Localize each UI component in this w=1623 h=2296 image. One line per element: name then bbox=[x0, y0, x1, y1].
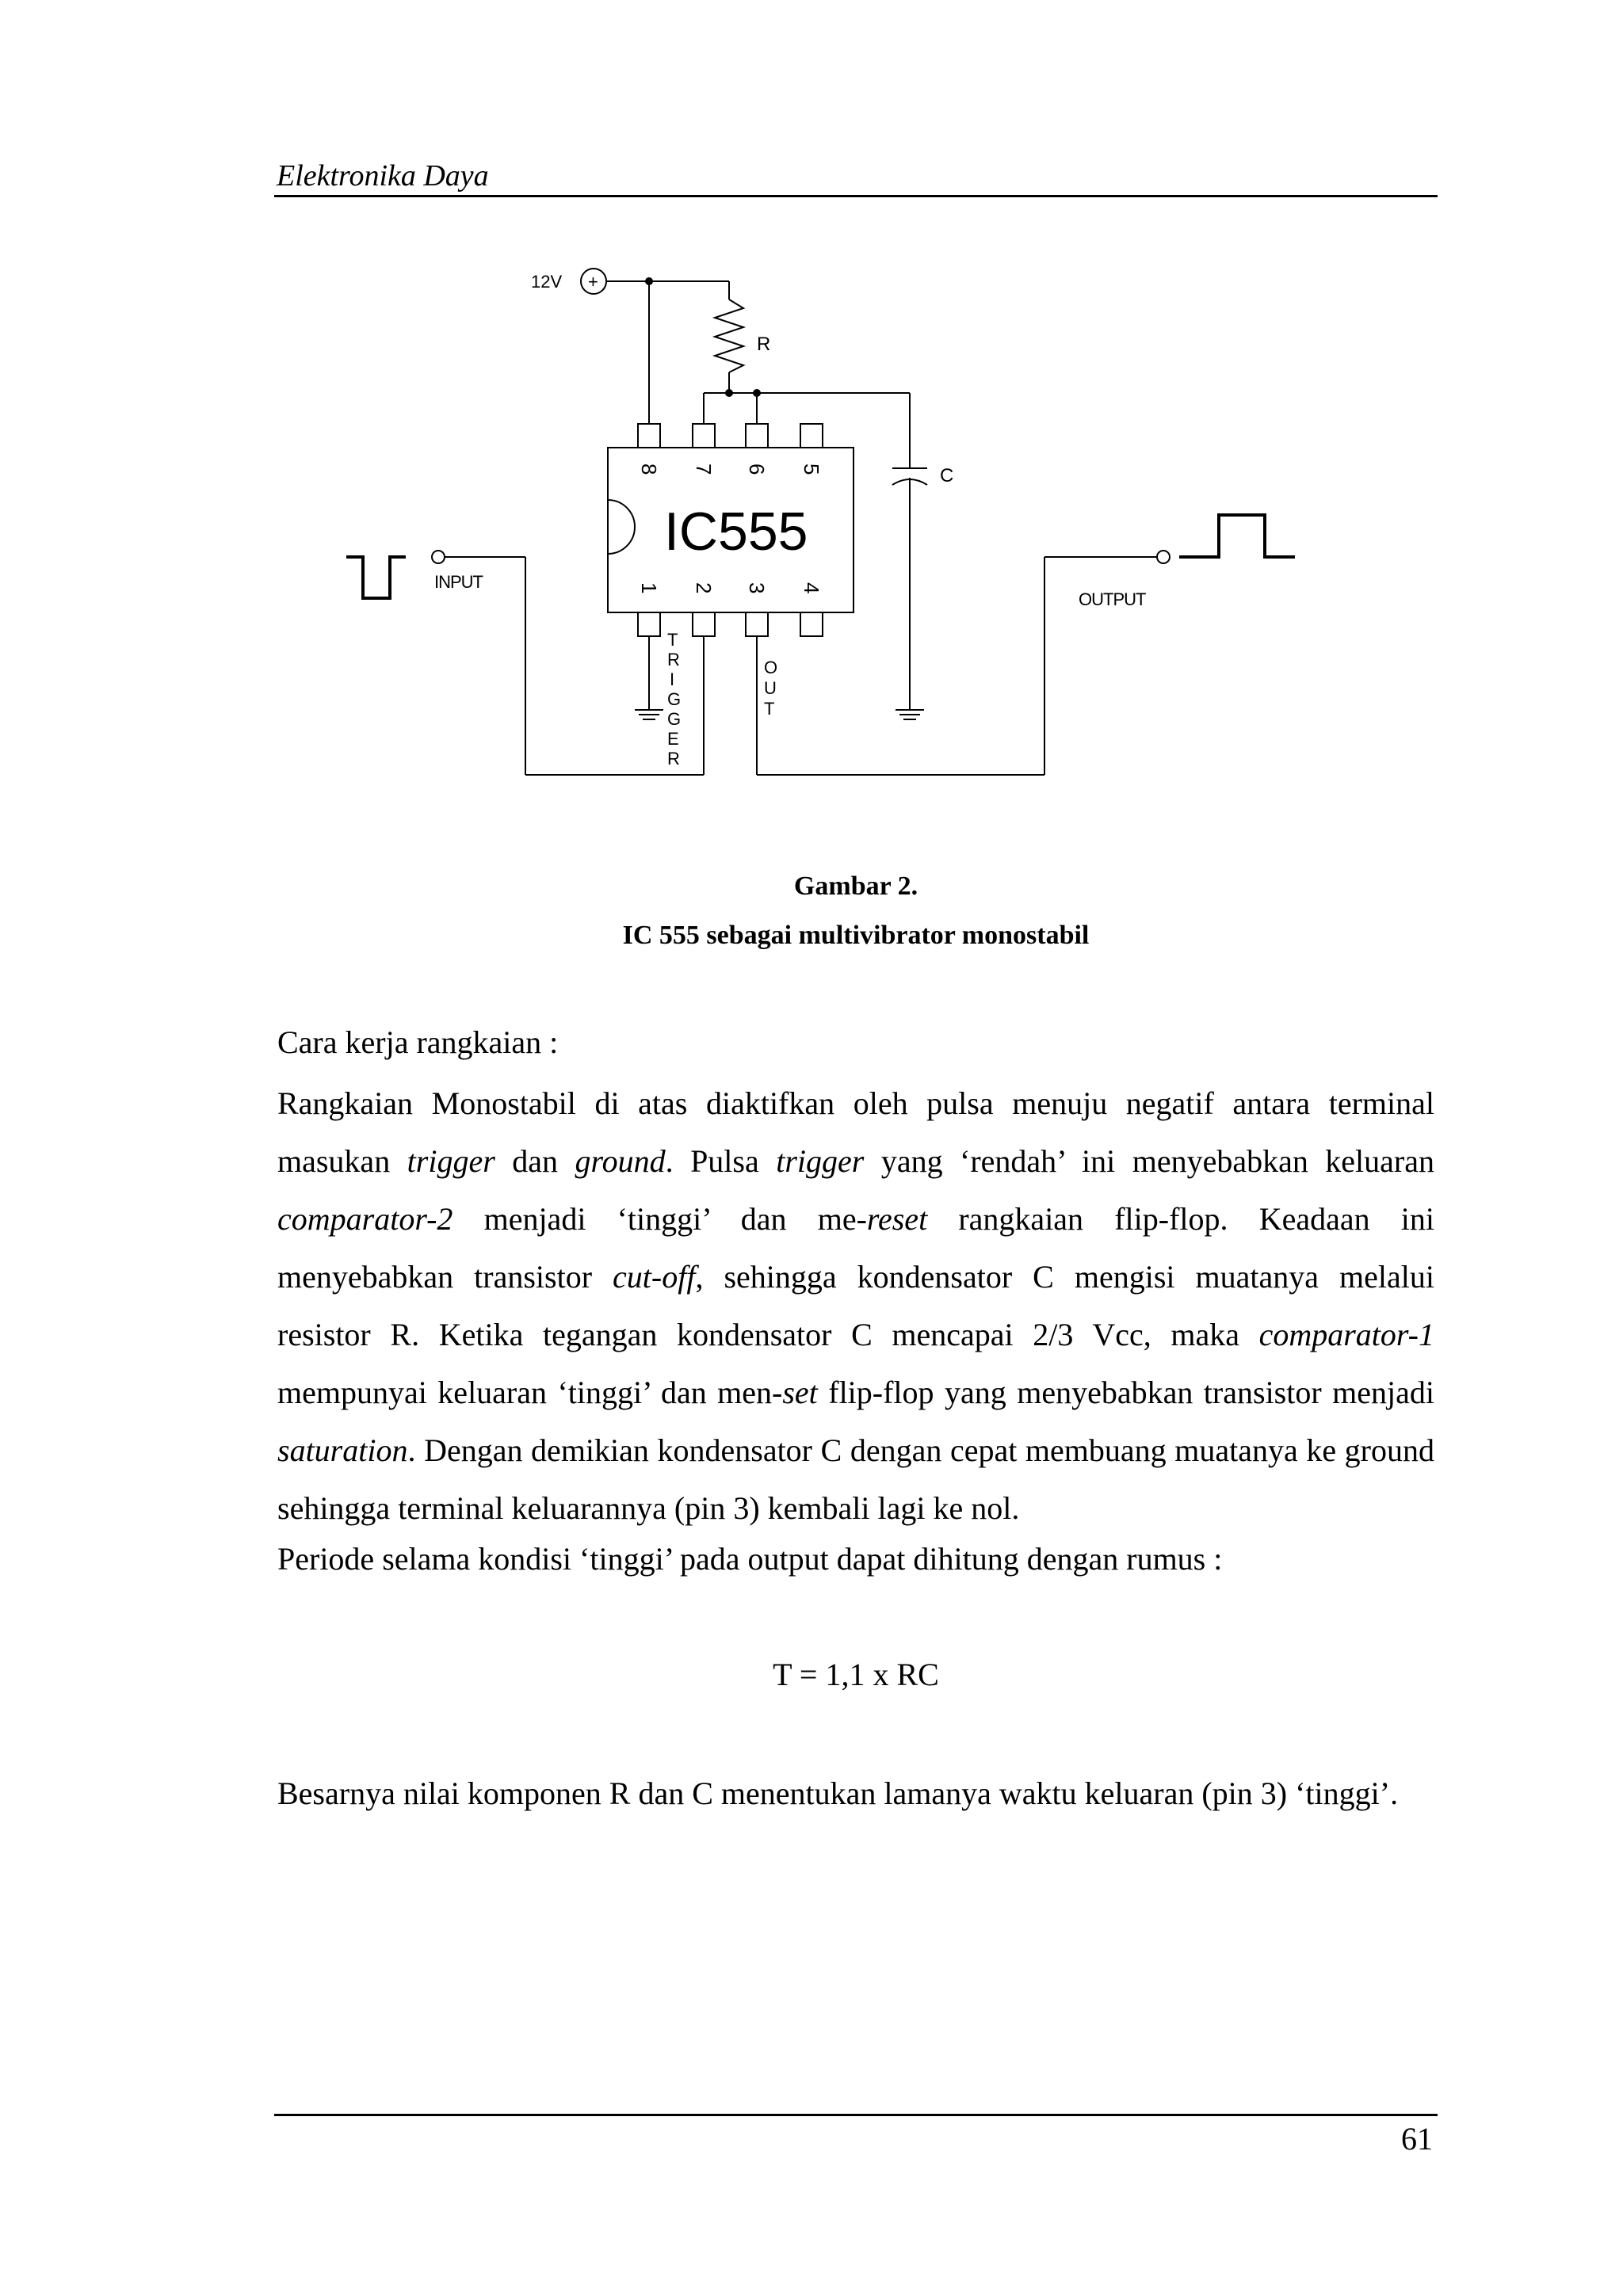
paragraph-explanation bbox=[277, 1074, 1434, 1537]
text-line: masukan trigger dan ground. Pulsa trigger yang ‘rendah’ ini menyebabkan keluaran bbox=[277, 1143, 1434, 1179]
page-number: 61 bbox=[1401, 2121, 1433, 2157]
trigger-letter: G bbox=[667, 689, 682, 709]
pin-number-3: 3 bbox=[745, 582, 769, 594]
paragraph-components: Besarnya nilai komponen R dan C menentukan lamanya waktu keluaran (pin 3) ‘tinggi’. bbox=[277, 1775, 1399, 1811]
pin-1 bbox=[638, 612, 660, 636]
section-heading: Cara kerja rangkaian : bbox=[277, 1024, 559, 1060]
input-pulse-waveform bbox=[346, 557, 406, 598]
pin-number-8: 8 bbox=[637, 463, 661, 475]
output-terminal bbox=[1157, 551, 1170, 563]
input-label: INPUT bbox=[434, 572, 483, 592]
figure-caption-title: Gambar 2. bbox=[793, 871, 918, 901]
pin-number-7: 7 bbox=[692, 463, 716, 475]
capacitor-label: C bbox=[940, 465, 954, 486]
ic555-circuit-diagram bbox=[0, 0, 1623, 840]
footer-rule bbox=[274, 2114, 1438, 2116]
text-line: mempunyai keluaran ‘tinggi’ dan men-set flip-flop yang menyebabkan transistor menjadi bbox=[277, 1375, 1434, 1410]
trigger-letter: R bbox=[667, 749, 680, 769]
supply-label: 12V bbox=[531, 272, 563, 292]
pin-4 bbox=[800, 612, 823, 636]
pin-number-6: 6 bbox=[745, 463, 769, 475]
pin-3 bbox=[746, 612, 768, 636]
junction-dot bbox=[726, 390, 732, 396]
out-letter: U bbox=[764, 678, 777, 698]
running-header: Elektronika Daya bbox=[277, 159, 489, 193]
paragraph-period: Periode selama kondisi ‘tinggi’ pada output dapat dihitung dengan rumus : bbox=[277, 1541, 1223, 1577]
input-terminal bbox=[432, 551, 445, 563]
trigger-letter: G bbox=[667, 709, 682, 729]
trigger-letter: E bbox=[667, 729, 679, 749]
figure-caption-text: IC 555 sebagai multivibrator monostabil bbox=[622, 921, 1090, 950]
trigger-letter: R bbox=[667, 650, 680, 669]
resistor-label: R bbox=[757, 334, 771, 355]
formula: T = 1,1 x RC bbox=[773, 1657, 939, 1692]
output-pulse-waveform bbox=[1179, 515, 1295, 557]
text-line: saturation. Dengan demikian kondensator C dengan cepat membuang muatanya ke ground bbox=[277, 1432, 1434, 1468]
trigger-letter: T bbox=[667, 630, 678, 650]
pin-number-1: 1 bbox=[637, 582, 661, 594]
ic-label: IC555 bbox=[664, 502, 808, 562]
text-line: comparator-2 menjadi ‘tinggi’ dan me-reset rangkaian flip-flop. Keadaan ini bbox=[277, 1201, 1434, 1237]
pin-6 bbox=[746, 424, 768, 448]
pin-number-2: 2 bbox=[692, 582, 716, 594]
text-line: menyebabkan transistor cut-off, sehingga kondensator C mengisi muatanya melalui bbox=[277, 1259, 1435, 1295]
text-line: resistor R. Ketika tegangan kondensator C mencapai 2/3 Vcc, maka comparator-1 bbox=[277, 1317, 1434, 1352]
out-letter: T bbox=[764, 699, 775, 719]
resistor-symbol bbox=[715, 299, 743, 372]
pin-7 bbox=[693, 424, 715, 448]
pin-2 bbox=[693, 612, 715, 636]
pin-8 bbox=[638, 424, 660, 448]
text-line: Rangkaian Monostabil di atas diaktifkan oleh pulsa menuju negatif antara terminal bbox=[277, 1085, 1434, 1121]
supply-plus-symbol: + bbox=[588, 272, 598, 292]
pin-number-5: 5 bbox=[800, 463, 823, 475]
trigger-letter: I bbox=[670, 669, 675, 689]
pin-5 bbox=[800, 424, 823, 448]
pin-number-4: 4 bbox=[800, 582, 823, 594]
text-line: sehingga terminal keluarannya (pin 3) kembali lagi ke nol. bbox=[277, 1490, 1020, 1526]
out-letter: O bbox=[764, 658, 778, 677]
ic-notch bbox=[608, 500, 635, 554]
output-label: OUTPUT bbox=[1079, 589, 1146, 609]
